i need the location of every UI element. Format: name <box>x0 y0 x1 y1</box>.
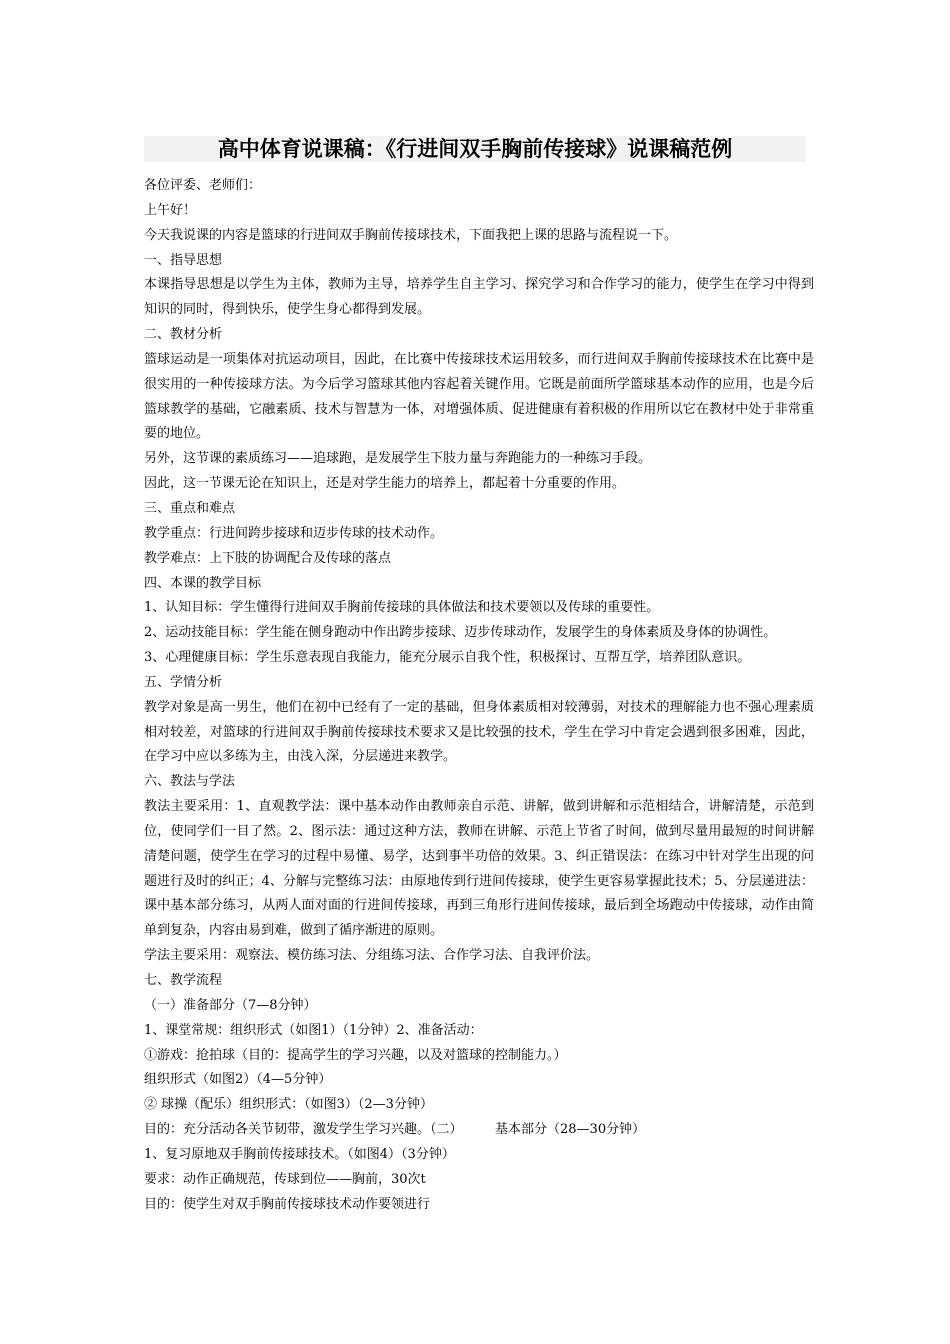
paragraph: 教法主要采用：1、直观教学法：课中基本动作由教师亲自示范、讲解，做到讲解和示范相结合，讲解清楚，示范到位，使同学们一目了然。2、图示法：通过这种方法，教师在讲解、示范上节省了时间，做到尽量用最短的时间讲解清楚问题，使学生在学习的过程中易懂、易学，达到事半功倍的效果。3、纠正错误法：在练习中针对学生出现的问题进行及时的纠正；4、分解与完整练习法：由原地传到行进间传接球，使学生更容易掌握此技术；5、分层递进法：课中基本部分练习，从两人面对面的行进间传接球，再到三角形行进间传接球，最后到全场跑动中传接球，动作由简单到复杂，内容由易到难，做到了循序渐进的原则。 <box>144 799 814 939</box>
section-heading: 一、指导思想 <box>144 252 223 268</box>
paragraph: 因此，这一节课无论在知识上，还是对学生能力的培养上，都起着十分重要的作用。 <box>144 476 626 492</box>
section-heading: 三、重点和难点 <box>144 500 236 516</box>
paragraph: 3、心理健康目标：学生乐意表现自我能力，能充分展示自我个性，积极探讨、互帮互学，培养团队意识。 <box>144 650 751 666</box>
paragraph: （一）准备部分（7—8分钟） <box>144 997 317 1013</box>
paragraph: 篮球运动是一项集体对抗运动项目，因此，在比赛中传接球技术运用较多，而行进间双手胸前传接球技术在比赛中是很实用的一种传接球方法。为今后学习篮球其他内容起着关键作用。它既是前面所学篮球基本动作的应用，也是今后篮球教学的基础，它融素质、技术与智慧为一体，对增强体质、促进健康有着积极的作用所以它在教材中处于非常重要的地位。 <box>144 351 814 442</box>
paragraph: 1、认知目标：学生懂得行进间双手胸前传接球的具体做法和技术要领以及传球的重要性。 <box>144 600 660 616</box>
paragraph: 1、复习原地双手胸前传接球技术。（如图4）（3分钟） <box>144 1146 455 1162</box>
paragraph: 学法主要采用：观察法、模仿练习法、分组练习法、合作学习法、自我评价法。 <box>144 948 600 964</box>
paragraph: 教学重点：行进间跨步接球和迈步传球的技术动作。 <box>144 525 444 541</box>
section-heading: 二、教材分析 <box>144 327 223 343</box>
paragraph: 目的：充分活动各关节韧带，激发学生学习兴趣。（二） 基本部分（28—30分钟） <box>144 1122 646 1138</box>
paragraph: 教学难点：上下肢的协调配合及传球的落点 <box>144 550 392 566</box>
paragraph: ①游戏：抢拍球（目的：提高学生的学习兴趣，以及对篮球的控制能力。） <box>144 1047 567 1063</box>
section-heading: 六、教法与学法 <box>144 774 236 790</box>
paragraph: 教学对象是高一男生，他们在初中已经有了一定的基础，但身体素质相对较薄弱，对技术的理解能力也不强心理素质相对较差，对篮球的行进间双手胸前传接球技术要求又是比较强的技术，学生在学习中肯定会遇到很多困难，因此，在学习中应以多练为主，由浅入深，分层递进来教学。 <box>144 699 814 765</box>
document-body <box>144 174 814 1217</box>
paragraph: 组织形式（如图2）（4—5分钟） <box>144 1072 332 1088</box>
section-heading: 四、本课的教学目标 <box>144 575 262 591</box>
paragraph: 2、运动技能目标：学生能在侧身跑动中作出跨步接球、迈步传球动作，发展学生的身体素质及身体的协调性。 <box>144 625 777 641</box>
paragraph: 目的：使学生对双手胸前传接球技术动作要领进行 <box>144 1196 431 1212</box>
paragraph: 上午好！ <box>144 202 197 218</box>
paragraph: 各位评委、老师们： <box>144 178 262 193</box>
paragraph: 1、课堂常规：组织形式（如图1）（1分钟）2、准备活动： <box>144 1022 483 1038</box>
paragraph: 要求：动作正确规范，传球到位——胸前，30次t <box>144 1171 426 1187</box>
document-title: 高中体育说课稿：《行进间双手胸前传接球》说课稿范例 <box>217 136 733 161</box>
paragraph: ② 球操（配乐）组织形式：（如图3）（2—3分钟） <box>144 1097 433 1113</box>
section-heading: 五、学情分析 <box>144 674 223 690</box>
paragraph: 本课指导思想是以学生为主体，教师为主导，培养学生自主学习、探究学习和合作学习的能力，使学生在学习中得到知识的同时，得到快乐，使学生身心都得到发展。 <box>144 277 814 318</box>
section-heading: 七、教学流程 <box>144 973 223 988</box>
paragraph: 另外，这节课的素质练习——追球跑，是发展学生下肢力量与奔跑能力的一种练习手段。 <box>144 451 652 467</box>
paragraph: 今天我说课的内容是篮球的行进间双手胸前传接球技术，下面我把上课的思路与流程说一下。 <box>144 227 678 243</box>
